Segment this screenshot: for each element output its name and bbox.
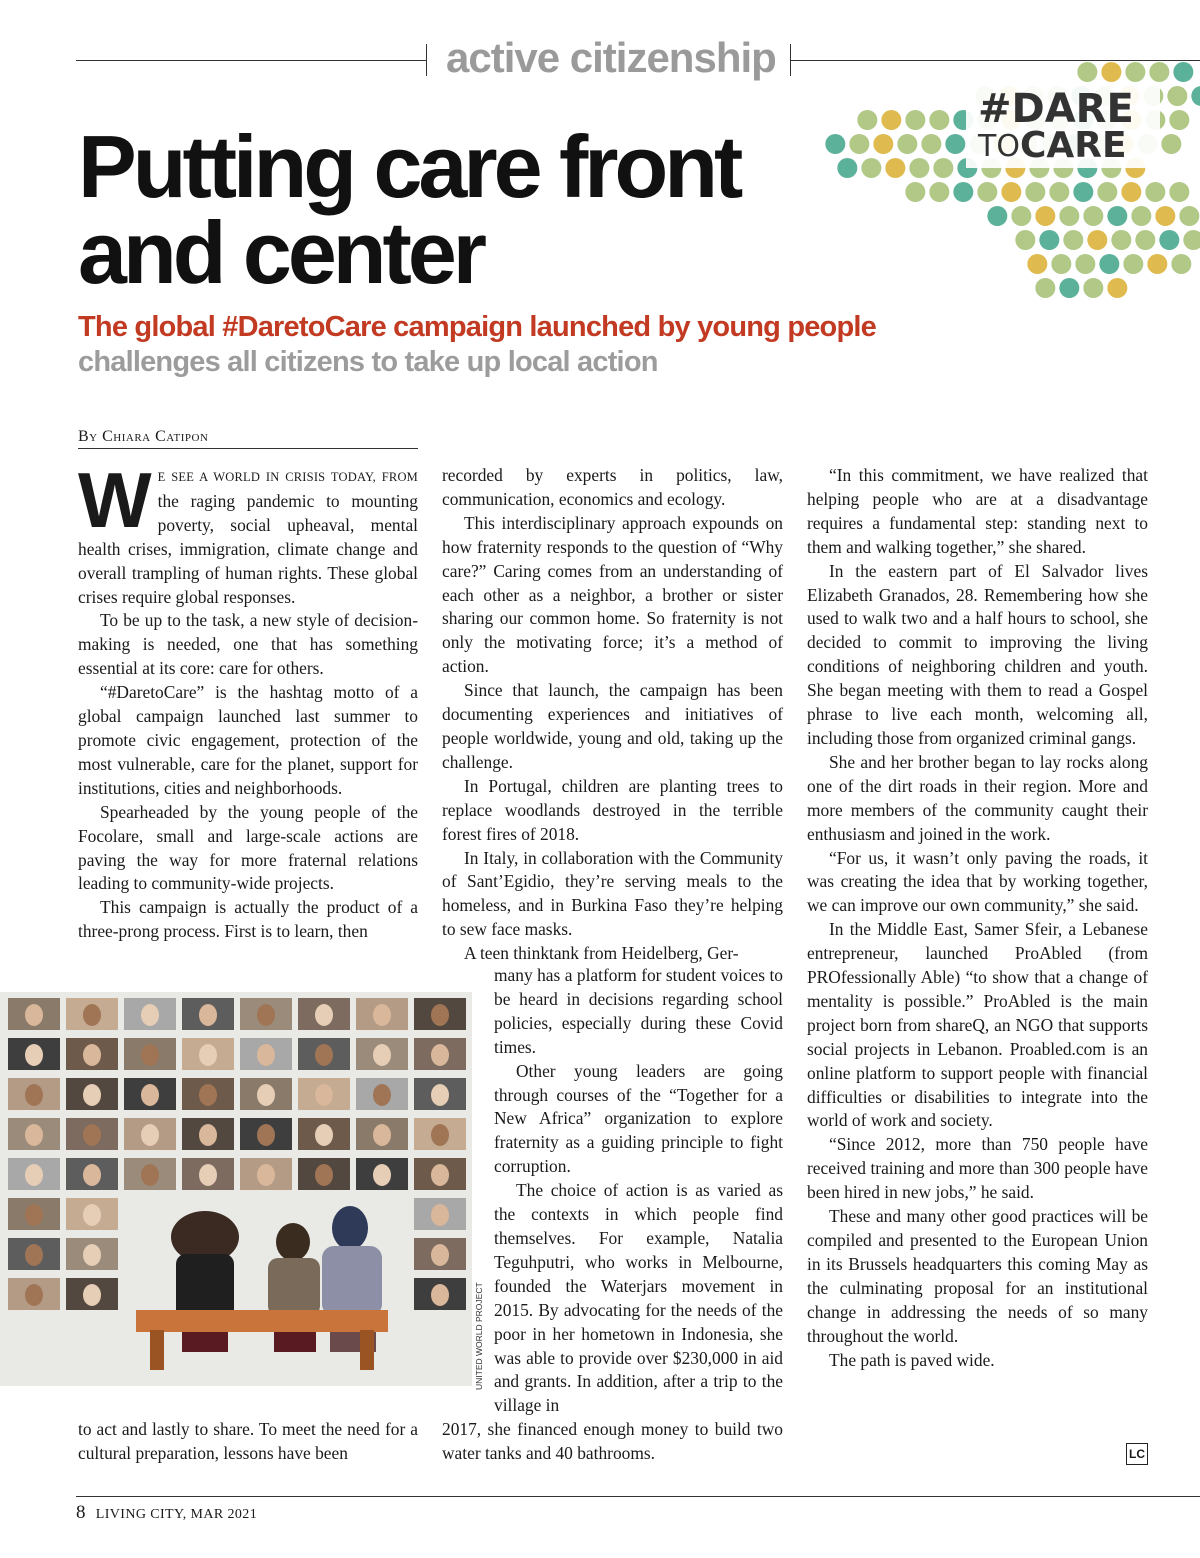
paragraph: “In this commitment, we have realized that helping people who are at a disadvantage requires a fundamental step: standing next to them and walking together,” she shared. — [807, 465, 1148, 557]
paragraph: 2017, she financed enough money to build two water tanks and 40 bathrooms. — [442, 1419, 783, 1463]
publication-date: LIVING CITY, MAR 2021 — [95, 1507, 258, 1522]
lead-smallcaps: E SEE A WORLD IN CRISIS TODAY, FROM — [157, 470, 418, 484]
paragraph: In Portugal, children are planting trees to replace woodlands destroyed in the terrible forest fires of 2018. — [442, 775, 783, 844]
photo-collage — [0, 992, 472, 1386]
paragraph: recorded by experts in politics, law, communication, economics and ecology. — [442, 465, 783, 509]
column-3 — [807, 464, 1148, 1372]
column-1 — [78, 456, 418, 944]
paragraph: A teen thinktank from Heidelberg, Ger- — [464, 943, 739, 964]
paragraph: The choice of action is as varied as the contexts in which people find themselves. For example, Natalia Teguhputri, who works in Melbourne, founded the Waterjars movement in 2015. By advocating for the needs of the poor in her hometown in Indonesia, she was able to provide over $230,000 in aid and grants. In addition, after a trip to the village in — [494, 1180, 783, 1416]
footer-rule — [76, 1496, 1200, 1497]
section-rule-left — [76, 60, 426, 61]
paragraph: To be up to the task, a new style of decision-making is needed, one that has something essential at its core: care for others. — [78, 610, 418, 679]
drop-cap: W — [78, 456, 152, 544]
headline — [78, 117, 838, 302]
paragraph: Other young leaders are going through courses of the “Together for a New Africa” organization to explore fraternity as a guiding principle to fight corruption. — [494, 1060, 783, 1177]
collage-illustration — [0, 992, 472, 1386]
logo-line-2-to: TO — [978, 129, 1020, 164]
photo-credit — [474, 1282, 488, 1390]
paragraph: The path is paved wide. — [829, 1349, 995, 1370]
paragraph: In the Middle East, Samer Sfeir, a Lebanese entrepreneur, launched ProAbled (from PROfessionally Able) “to show that a change of mentality is possible.” ProAbled is the main project born from shareQ, an NGO that supports social projects in Lebanon. Proabled.com is an online platform to support people with financial difficulties or disabilities to integrate into the world of work and society. — [807, 919, 1148, 1131]
footer — [76, 1502, 257, 1524]
byline: By Chiara Catipon — [78, 428, 418, 449]
paragraph: many has a platform for student voices to be heard in decisions regarding school policies, especially during these Covid times. — [494, 965, 783, 1057]
logo-line-1: #DARE — [978, 86, 1134, 132]
deck-accent: The global #DaretoCare campaign launched by young people — [78, 311, 876, 343]
paragraph: “Since 2012, more than 750 people have received training and more than 300 people have been hired in new jobs,” he said. — [807, 1134, 1148, 1203]
logo-line-2-care: CARE — [1020, 125, 1127, 166]
headline-line-2: and center — [78, 203, 484, 302]
paragraph: to act and lastly to share. To meet the need for a cultural preparation, lessons have been — [78, 1419, 418, 1463]
paragraph: This campaign is actually the product of a three-prong process. First is to learn, then — [78, 897, 418, 942]
photo-credit-text: UNITED WORLD PROJECT — [474, 1282, 484, 1390]
paragraph: Since that launch, the campaign has been documenting experiences and initiatives of people worldwide, young and old, taking up the challenge. — [442, 680, 783, 772]
paragraph: “#DaretoCare” is the hashtag motto of a global campaign launched last summer to promote civic engagement, protection of the most vulnerable, care for the planet, support for institutions, cities and neighborhoods. — [78, 682, 418, 798]
deck-rest: challenges all citizens to take up local action — [78, 346, 658, 378]
section-label: active citizenship — [446, 34, 776, 81]
column-2-continued — [442, 1418, 783, 1466]
dare-to-care-logo — [966, 86, 1160, 168]
column-2-narrow — [494, 964, 783, 1418]
paragraph: These and many other good practices will be compiled and presented to the European Union in its Brussels headquarters this coming May as the culminating proposal for an institutional change in addressing the needs of so many throughout the world. — [807, 1206, 1148, 1346]
section-tick-left — [426, 44, 427, 76]
paragraph: “For us, it wasn’t only paving the roads, it was creating the idea that by working together, we can improve our own community,” she said. — [807, 847, 1148, 916]
page-number: 8 — [76, 1502, 86, 1523]
end-mark-logo: LC — [1126, 1443, 1148, 1465]
headline-line-1: Putting care front — [78, 117, 740, 216]
paragraph: Spearheaded by the young people of the Focolare, small and large-scale actions are paving the way for more fraternal relations leading to community-wide projects. — [78, 801, 418, 894]
deck — [78, 310, 878, 380]
paragraph: In Italy, in collaboration with the Community of Sant’Egidio, they’re serving meals to the homeless, and in Burkina Faso they’re helping to sew face masks. — [442, 847, 783, 940]
column-2 — [442, 464, 783, 966]
column-1-continued — [78, 1418, 418, 1466]
paragraph: In the eastern part of El Salvador lives Elizabeth Granados, 28. Remembering how she used to walk two and a half hours to school, she decided to commit to improving the living conditions of neighboring children and youth. She began meeting with them to read a Gospel phrase to live each month, welcoming all, including those from organized criminal gangs. — [807, 560, 1148, 748]
paragraph: This interdisciplinary approach expounds on how fraternity responds to the question of “Why care?” Caring comes from an understanding of each other as a neighbor, a brother or sister sharing our common home. So fraternity is not only the motivating force; it’s a method of action. — [442, 512, 783, 677]
lead-text: the raging pandemic to mounting poverty, social upheaval, mental health crises, immigration, climate change and overall trampling of human rights. These global crises require global responses. — [78, 490, 418, 607]
lead-paragraph — [78, 456, 418, 609]
paragraph: She and her brother began to lay rocks along one of the dirt roads in their region. More and more members of the community caught their enthusiasm and joined in the work. — [807, 751, 1148, 844]
